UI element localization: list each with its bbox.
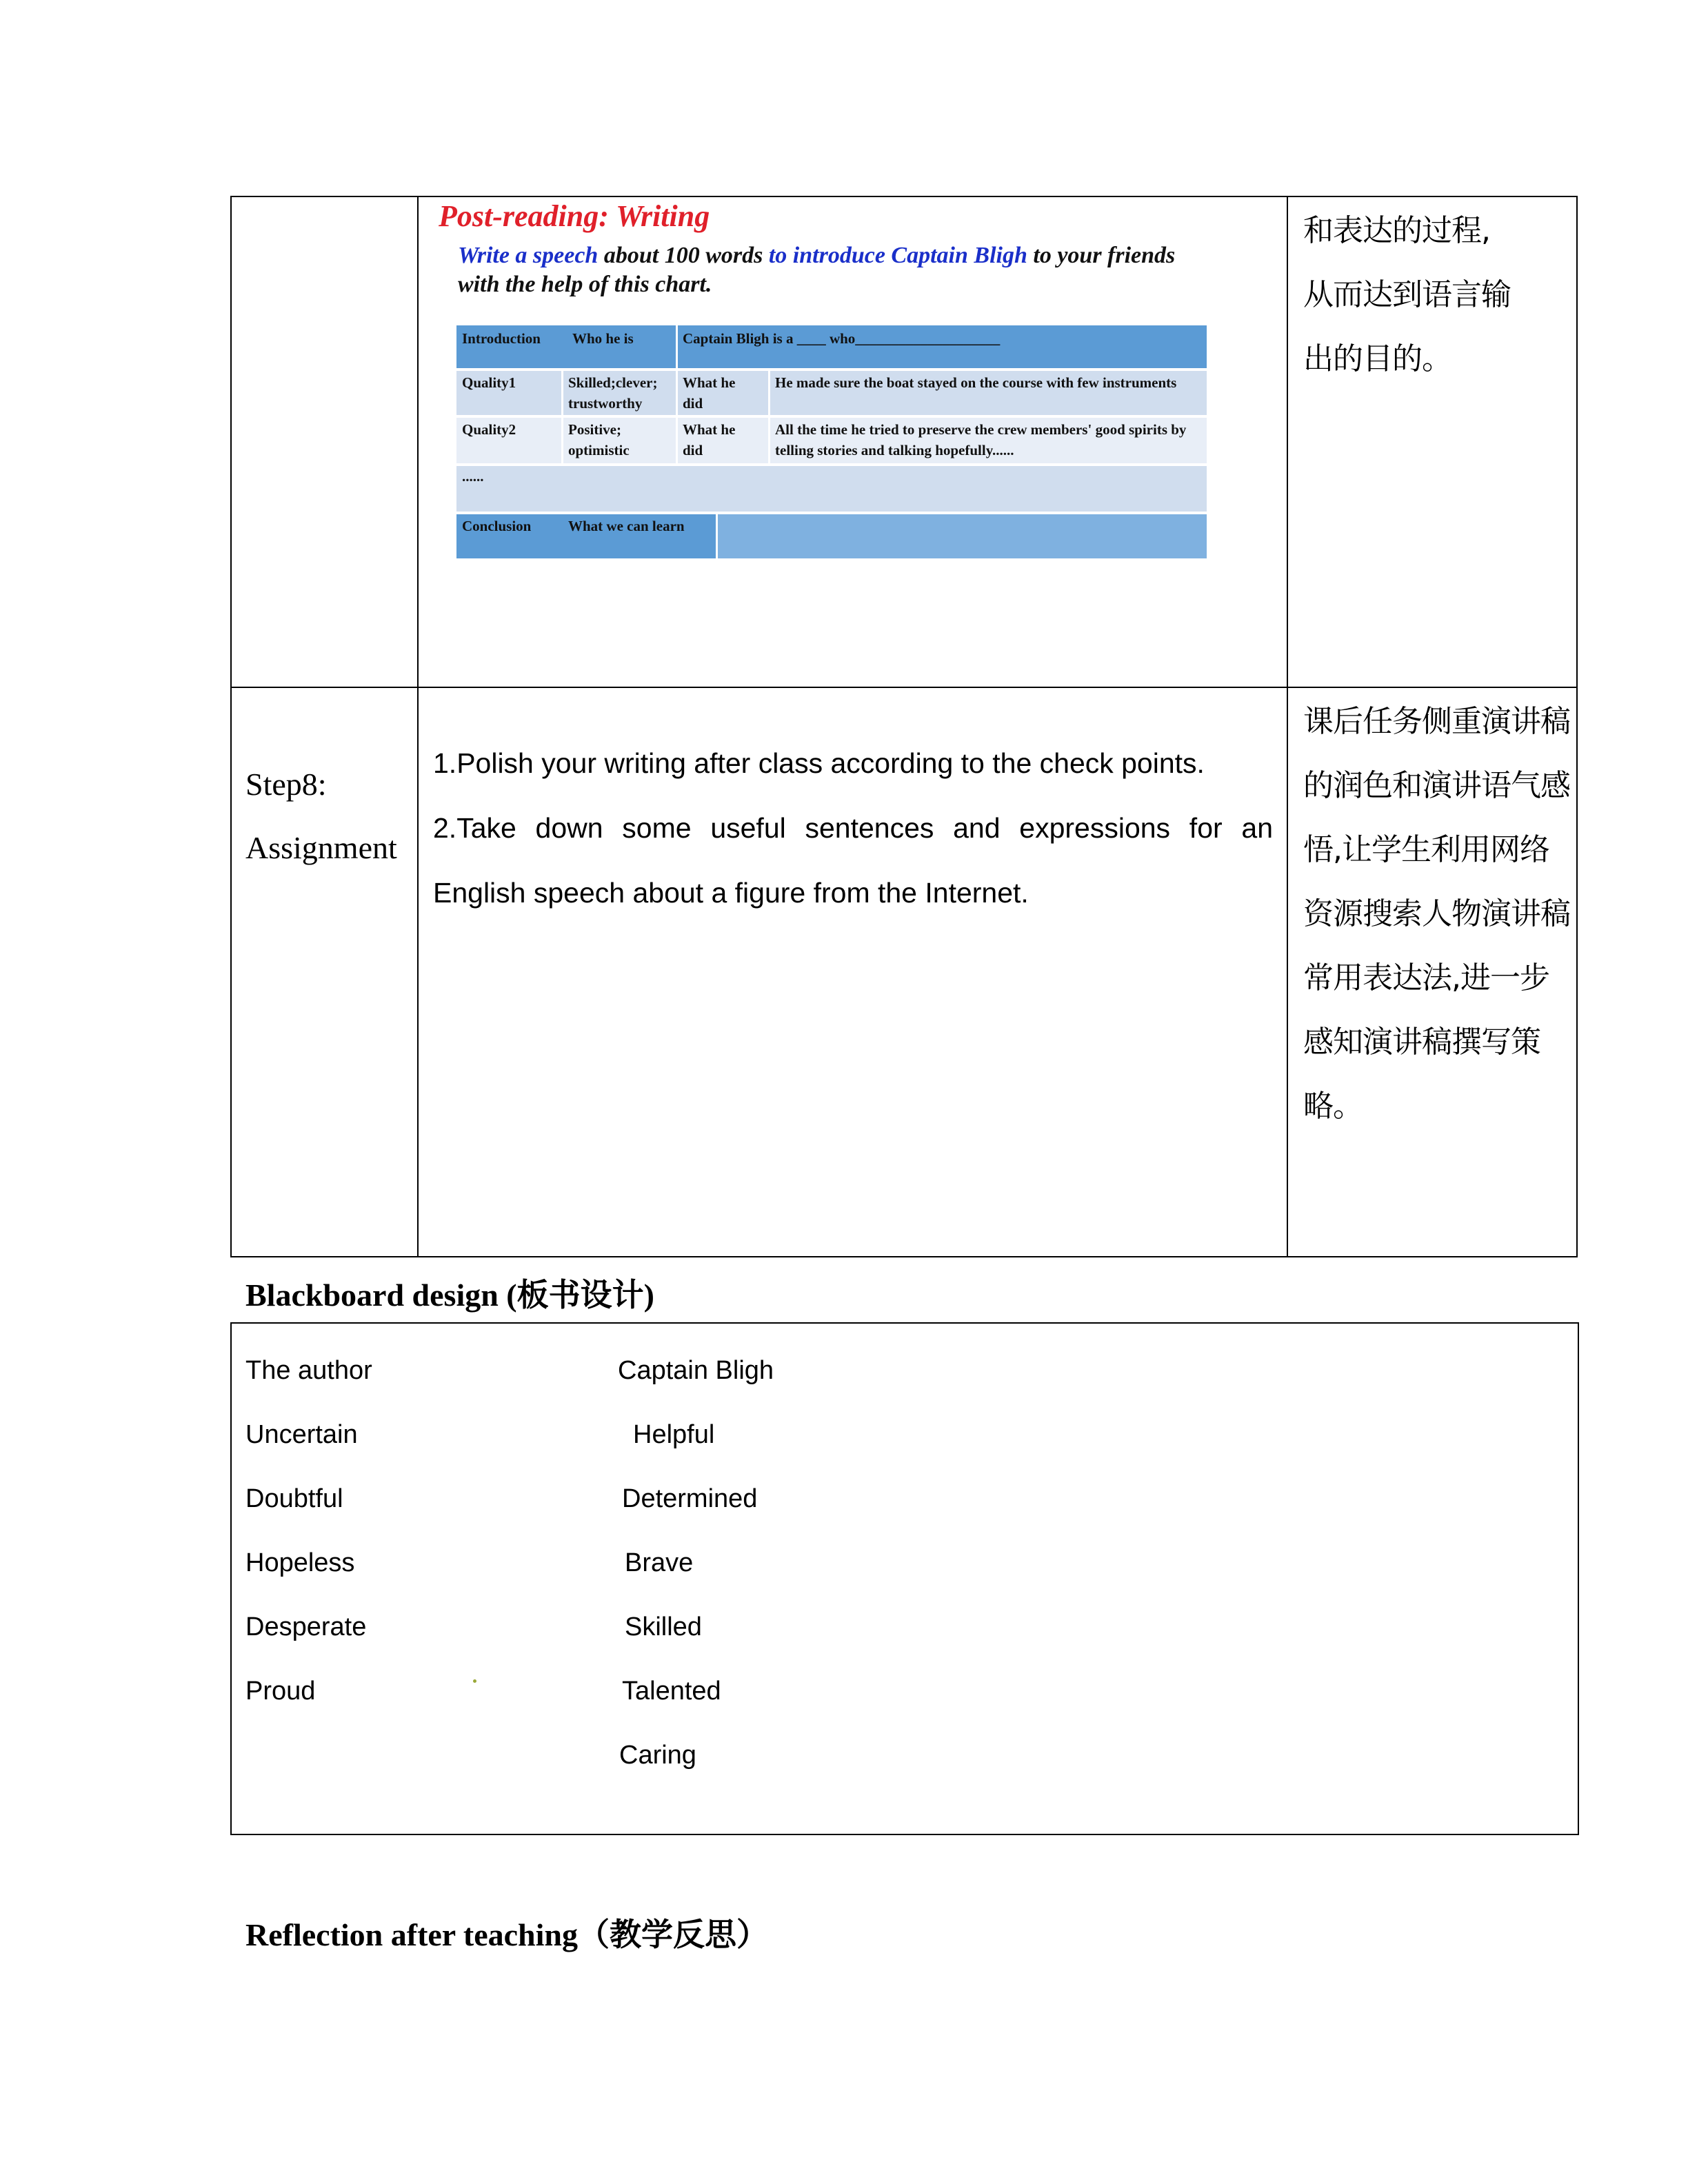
chart-cell: Captain Bligh is a ____ who____________________	[683, 330, 1001, 347]
speech-outline-chart	[456, 325, 1207, 558]
post-reading-title: Post-reading: Writing	[439, 199, 710, 233]
blackboard-word: Talented	[622, 1677, 721, 1706]
blackboard-word: Desperate	[245, 1612, 367, 1641]
chart-row-ellipsis	[456, 466, 1207, 512]
purpose-note-assignment: 课后任务侧重演讲稿 的润色和演讲语气感 悟,让学生利用网络 资源搜索人物演讲稿 常用表达法,进一步 感知演讲稿撰写策 略。	[1303, 704, 1570, 1124]
chart-row-quality1	[456, 371, 1207, 415]
chart-row-introduction	[456, 325, 1207, 368]
blackboard-word: Brave	[625, 1548, 694, 1577]
chart-cell: Skilled;clever; trustworthy	[568, 374, 658, 412]
purpose-note-writing: 和表达的过程, 从而达到语言输 出的目的。	[1303, 213, 1511, 376]
blackboard-word: Doubtful	[245, 1484, 343, 1513]
chart-cell: Quality2	[462, 421, 516, 438]
chart-cell: What he did	[683, 421, 736, 458]
blackboard-box	[230, 1322, 1579, 1835]
blackboard-word: Proud	[245, 1677, 316, 1706]
assignment-item: 1.Polish your writing after class according to the check points.	[433, 747, 1205, 779]
reflection-heading: Reflection after teaching（教学反思）	[245, 1917, 768, 1952]
blackboard-left-column	[245, 1339, 372, 1723]
blackboard-heading: Blackboard design (板书设计)	[245, 1277, 654, 1313]
chart-cell: What we can learn	[568, 518, 685, 534]
blackboard-word: Caring	[619, 1741, 696, 1770]
blackboard-right-column	[618, 1339, 774, 1788]
step8-label: Step8: Assignment	[245, 767, 397, 865]
blackboard-word: Skilled	[625, 1612, 702, 1641]
chart-cell: Quality1	[462, 374, 516, 391]
blackboard-word: Uncertain	[245, 1420, 358, 1449]
chart-row-conclusion	[456, 514, 1207, 558]
writing-instructions: Write a speech about 100 words to introduce Captain Bligh to your friends with the help of this chart.	[458, 243, 1176, 297]
chart-cell: All the time he tried to preserve the crew members' good spirits by telling stories and talking hopefully......	[775, 421, 1187, 458]
blackboard-word: Hopeless	[245, 1548, 355, 1577]
chart-cell: Who he is	[572, 330, 634, 347]
chart-cell: ......	[462, 468, 484, 485]
chart-cell: Conclusion	[462, 518, 532, 534]
blackboard-word: The author	[245, 1356, 372, 1385]
assignment-text	[433, 731, 1273, 925]
blackboard-word: Helpful	[633, 1420, 715, 1449]
chart-row-quality2	[456, 418, 1207, 463]
blackboard-word: Captain Bligh	[618, 1356, 774, 1385]
chart-cell: Positive; optimistic	[568, 421, 630, 458]
chart-cell: Introduction	[462, 330, 541, 347]
chart-cell: What he did	[683, 374, 736, 412]
decorative-dot	[473, 1679, 476, 1683]
blackboard-word: Determined	[622, 1484, 758, 1513]
assignment-item: 2.Take down some useful sentences and expressions for an English speech about a figure from the Internet.	[433, 812, 1273, 909]
chart-cell: He made sure the boat stayed on the course with few instruments	[775, 374, 1177, 391]
